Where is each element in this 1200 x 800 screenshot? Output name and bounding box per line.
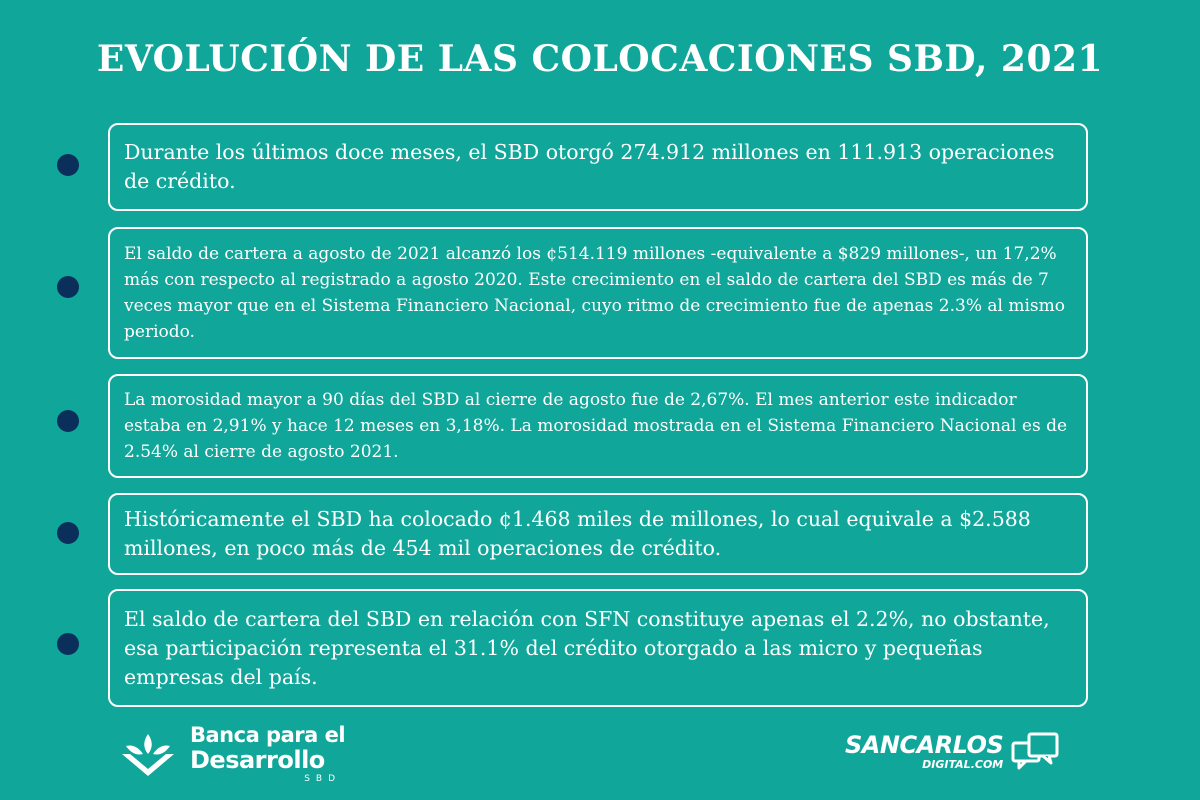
info-box-4-text: Históricamente el SBD ha colocado ¢1.468 miles de millones, lo cual equivale a $2.588 millones, en poco más de 454 mil operaciones de crédito. [124, 507, 1031, 560]
logo-right-main: SANCARLOS [845, 730, 1004, 759]
logo-left-line2: Desarrollo [190, 746, 325, 774]
bullet-3 [57, 410, 79, 432]
info-box-2-text: El saldo de cartera a agosto de 2021 alcanzó los ¢514.119 millones -equivalente a $829 millones-, un 17,2% más con respecto al registrado a agosto 2020. Este crecimiento en el saldo de cartera del SBD es más de 7 veces mayor que en el Sistema Financiero Nacional, cuyo ritmo de crecimiento fue de apenas 2.3% al mismo periodo. [124, 244, 1066, 342]
page-title: EVOLUCIÓN DE LAS COLOCACIONES SBD, 2021 [96, 38, 1104, 80]
logo-left-line1: Banca para el [190, 723, 346, 747]
logo-left-sub: SBD [304, 774, 342, 784]
bullet-5 [57, 633, 79, 655]
logo-right-sub: DIGITAL.COM [922, 757, 1004, 771]
chat-bubbles-icon [1011, 731, 1061, 771]
banca-desarrollo-logo [120, 722, 345, 786]
bullet-1 [57, 154, 79, 176]
info-box-3-text: La morosidad mayor a 90 días del SBD al cierre de agosto fue de 2,67%. El mes anterior este indicador estaba en 2,91% y hace 12 meses en 3,18%. La morosidad mostrada en el Sistema Financiero Nacional es de 2.54% al cierre de agosto 2021. [124, 390, 1068, 462]
info-box-4 [108, 493, 1088, 575]
info-box-1-text: Durante los últimos doce meses, el SBD otorgó 274.912 millones en 111.913 operaciones de crédito. [124, 140, 1055, 193]
bullet-2 [57, 276, 79, 298]
sancarlos-digital-logo [845, 731, 1061, 771]
info-box-2 [108, 227, 1088, 359]
info-box-3 [108, 374, 1088, 478]
info-box-5-text: El saldo de cartera del SBD en relación con SFN constituye apenas el 2.2%, no obstante, esa participación representa el 31.1% del crédito otorgado a las micro y pequeñas empresas del país. [124, 606, 1050, 689]
info-box-1 [108, 123, 1088, 211]
info-box-5 [108, 589, 1088, 707]
bullet-4 [57, 522, 79, 544]
banca-para-el-desarrollo-logo-icon [120, 730, 176, 778]
